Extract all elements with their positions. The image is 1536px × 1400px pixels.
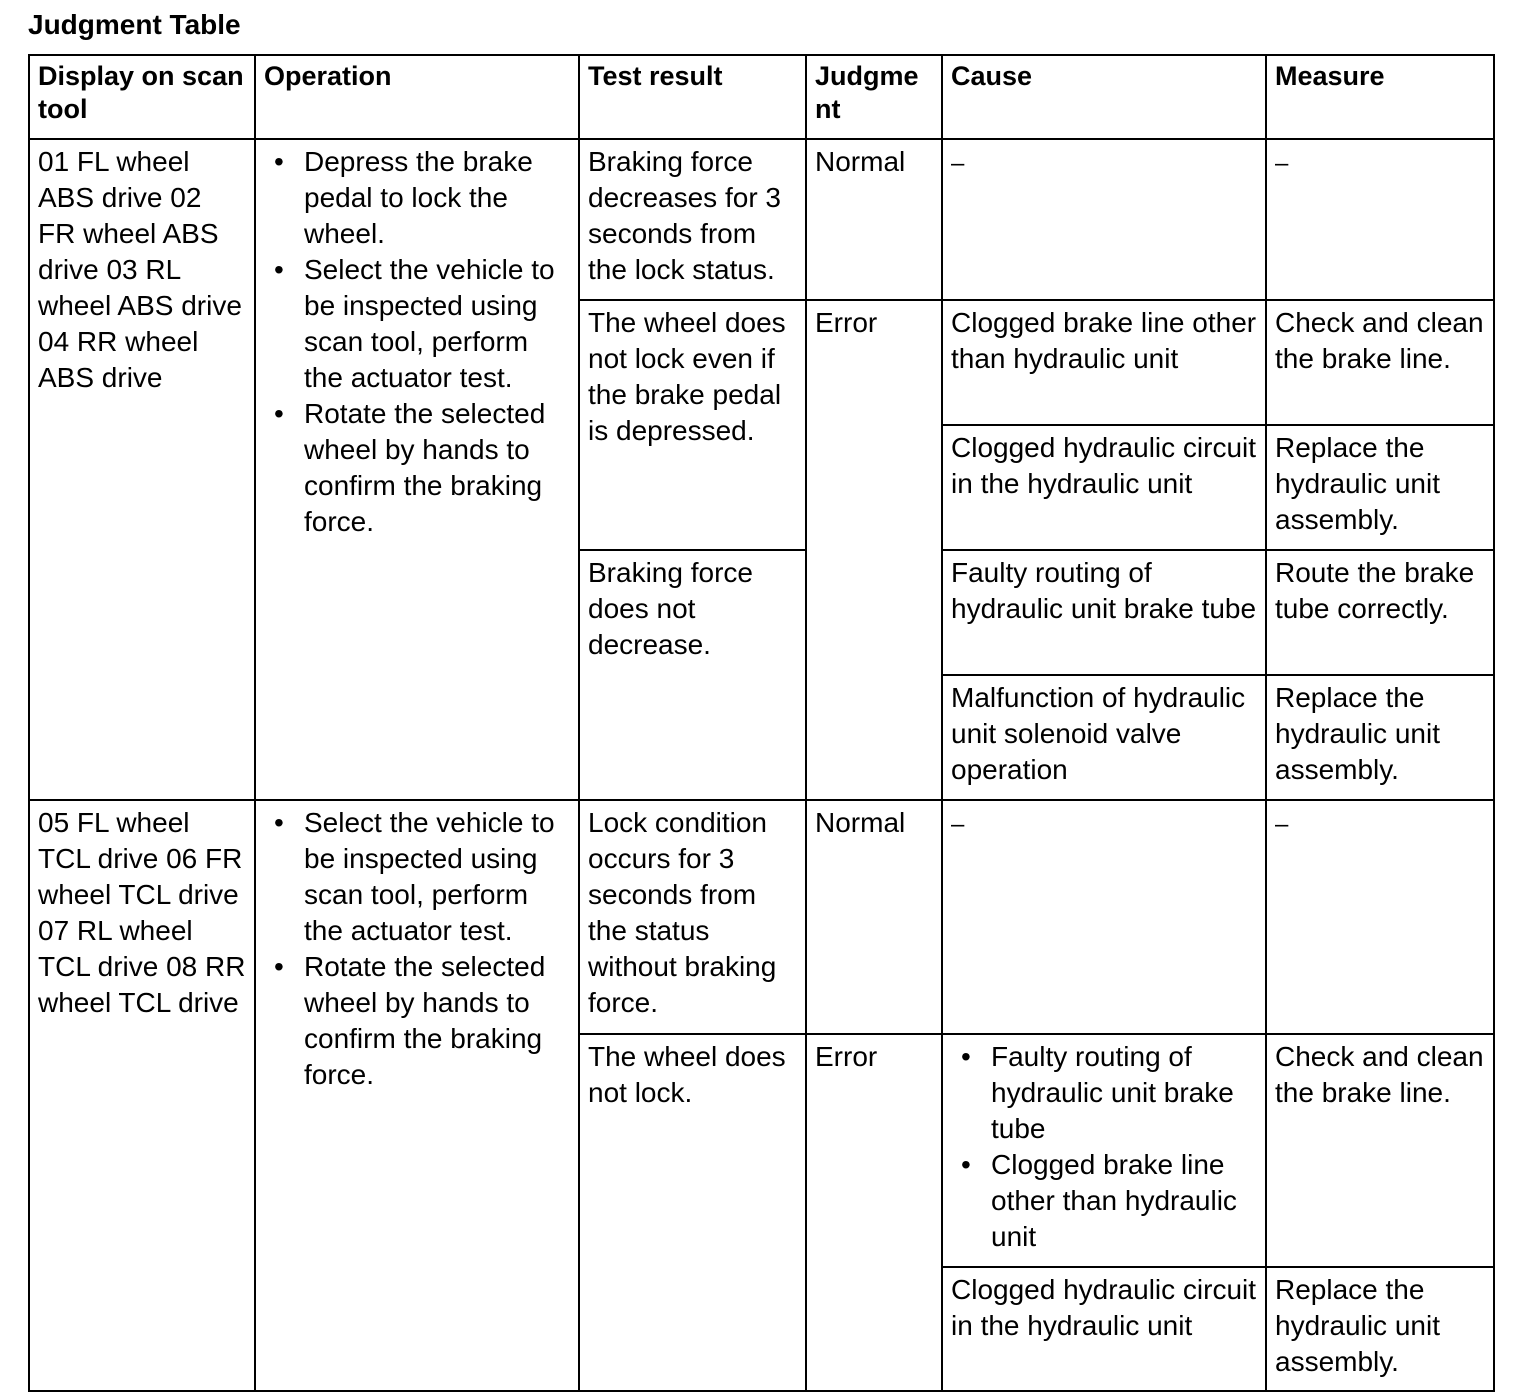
measure-cell bbox=[1266, 139, 1494, 300]
operation-list bbox=[264, 144, 570, 540]
test-result-cell: Braking force decreases for 3 seconds from the lock status. bbox=[579, 139, 806, 300]
cause-cell: Clogged hydraulic circuit in the hydraulic unit bbox=[942, 1267, 1266, 1391]
judgment-cell: Normal bbox=[806, 139, 942, 300]
cause-cell bbox=[942, 800, 1266, 1034]
display-cell-tcl: 05 FL wheel TCL drive 06 FR wheel TCL drive 07 RL wheel TCL drive 08 RR wheel TCL drive bbox=[29, 800, 255, 1391]
test-result-cell: The wheel does not lock. bbox=[579, 1034, 806, 1391]
measure-cell: Check and clean the brake line. bbox=[1266, 1034, 1494, 1267]
judgment-cell: Error bbox=[806, 1034, 942, 1391]
cause-cell: Clogged hydraulic circuit in the hydraulic unit bbox=[942, 425, 1266, 550]
header-test-result: Test result bbox=[579, 55, 806, 139]
list-item: • Select the vehicle to be inspected using scan tool, perform the actuator test. bbox=[264, 252, 570, 396]
measure-cell bbox=[1266, 800, 1494, 1034]
operation-cell-abs bbox=[255, 139, 579, 800]
measure-cell: Route the brake tube correctly. bbox=[1266, 550, 1494, 675]
list-item: • Rotate the selected wheel by hands to confirm the braking force. bbox=[264, 396, 570, 540]
list-item: • Clogged brake line other than hydraulic unit bbox=[951, 1147, 1257, 1255]
cause-cell: Malfunction of hydraulic unit solenoid valve operation bbox=[942, 675, 1266, 800]
operation-list bbox=[264, 805, 570, 1093]
measure-cell: Check and clean the brake line. bbox=[1266, 300, 1494, 425]
measure-cell: Replace the hydraulic unit assembly. bbox=[1266, 675, 1494, 800]
judgment-cell: Error bbox=[806, 300, 942, 800]
header-display: Display on scan tool bbox=[29, 55, 255, 139]
display-cell-abs: 01 FL wheel ABS drive 02 FR wheel ABS drive 03 RL wheel ABS drive 04 RR wheel ABS drive bbox=[29, 139, 255, 800]
list-item: • Rotate the selected wheel by hands to confirm the braking force. bbox=[264, 949, 570, 1093]
table-row bbox=[29, 800, 1494, 1034]
list-item: • Select the vehicle to be inspected using scan tool, perform the actuator test. bbox=[264, 805, 570, 949]
header-measure: Measure bbox=[1266, 55, 1494, 139]
list-item: • Depress the brake pedal to lock the wheel. bbox=[264, 144, 570, 252]
cause-cell bbox=[942, 139, 1266, 300]
table-row bbox=[29, 139, 1494, 300]
header-operation: Operation bbox=[255, 55, 579, 139]
cause-cell bbox=[942, 1034, 1266, 1267]
header-cause: Cause bbox=[942, 55, 1266, 139]
test-result-cell: Braking force does not decrease. bbox=[579, 550, 806, 800]
dash-mark: – bbox=[1275, 150, 1289, 177]
table-header-row bbox=[29, 55, 1494, 139]
operation-cell-tcl bbox=[255, 800, 579, 1391]
page-title: Judgment Table bbox=[28, 9, 241, 40]
dash-mark: – bbox=[951, 150, 965, 177]
cause-list bbox=[951, 1039, 1257, 1255]
dash-mark: – bbox=[951, 811, 965, 838]
measure-cell: Replace the hydraulic unit assembly. bbox=[1266, 425, 1494, 550]
test-result-cell: The wheel does not lock even if the brake pedal is depressed. bbox=[579, 300, 806, 550]
judgment-cell: Normal bbox=[806, 800, 942, 1034]
dash-mark: – bbox=[1275, 811, 1289, 838]
list-item: • Faulty routing of hydraulic unit brake tube bbox=[951, 1039, 1257, 1147]
test-result-cell: Lock condition occurs for 3 seconds from the status without braking force. bbox=[579, 800, 806, 1034]
cause-cell: Faulty routing of hydraulic unit brake tube bbox=[942, 550, 1266, 675]
header-judgment: Judgme nt bbox=[806, 55, 942, 139]
measure-cell: Replace the hydraulic unit assembly. bbox=[1266, 1267, 1494, 1391]
cause-cell: Clogged brake line other than hydraulic unit bbox=[942, 300, 1266, 425]
judgment-table bbox=[28, 54, 1495, 1392]
